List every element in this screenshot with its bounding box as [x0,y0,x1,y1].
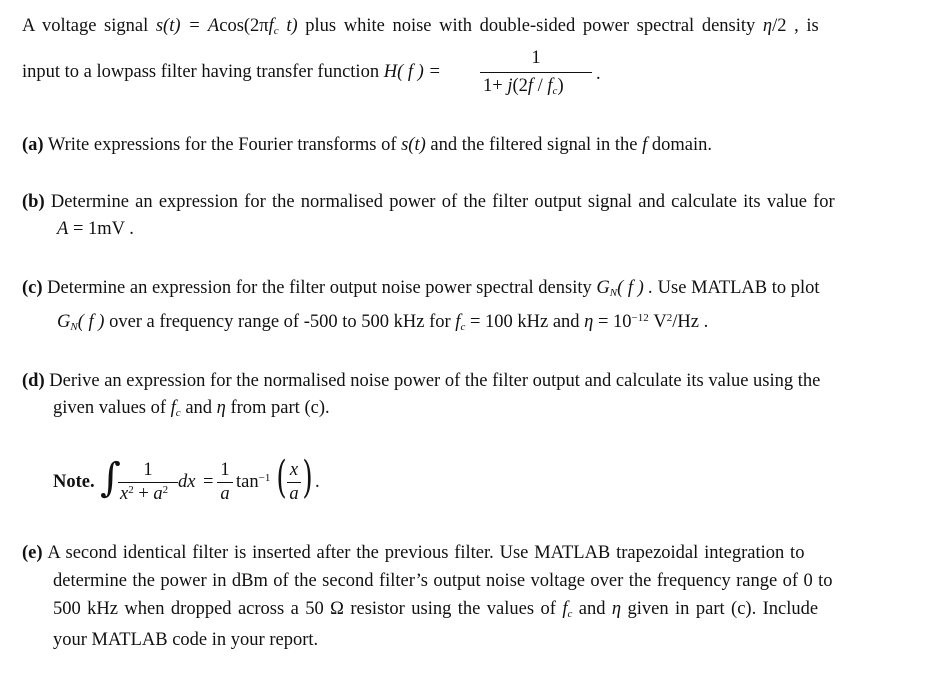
math-s-of-t: s(t) = A [155,16,220,36]
math-tan [236,472,270,493]
intro-line-1 [22,16,819,37]
math-eta: η [611,599,622,619]
math-eta: η [216,398,226,418]
text: plus white noise with double-sided power spectral density [297,16,763,36]
integral-sign: ∫ [100,455,121,501]
integrand-numerator: 1 [143,460,153,480]
transfer-fraction-numerator: 1 [531,48,541,68]
part-b-line-2 [57,219,134,240]
math-x: x [120,484,129,504]
fraction-bar [118,482,178,483]
part-c-label: (c) [22,278,43,298]
text: = 100 kHz and [465,312,585,332]
part-e-label: (e) [22,543,43,563]
math-G: G [57,312,71,332]
math-f: f [170,398,176,418]
den-f: f [527,76,534,96]
part-e-line-4: your MATLAB code in your report. [53,630,319,650]
note-label-text: Note. [53,472,95,492]
part-d-line-2 [53,398,330,419]
den-j: j [507,76,513,96]
coeff-numerator: 1 [220,460,230,480]
math-exponent: −1 [258,472,271,484]
text: A voltage signal [22,16,156,36]
text: Determine an expression for the filter output noise power spectral density [42,278,597,298]
math-exponent: 2 [128,484,134,496]
text: Write expressions for the Fourier transforms of [43,135,402,155]
den-close: ) [557,76,564,96]
tan-text: tan [236,472,259,492]
math-sub-c: c [460,321,466,333]
intro-period: . [596,64,601,84]
math-sub-c: c [567,608,573,620]
den-part: (2 [512,76,528,96]
math-s-of-t: s(t) [401,135,426,155]
math-sub-c: c [273,25,279,37]
transfer-fraction-denominator [483,76,564,97]
part-d-label: (d) [22,371,45,391]
math-exponent: 2 [666,312,673,324]
math-sub-N: N [609,287,618,299]
math-sub-c: c [175,407,181,419]
text: domain. [647,135,712,155]
den-part: 1+ [483,76,508,96]
math-plus: + [133,484,154,504]
arg-denominator: a [289,484,299,504]
part-c-line-1 [22,278,820,299]
math-cos: cos(2π [219,16,269,36]
text: and [180,398,217,418]
den-fc: f [547,76,553,96]
part-e-line-1 [22,543,804,564]
text: A second identical filter is inserted after the previous filter. Use MATLAB trapezoidal integration to [42,543,805,563]
text: Derive an expression for the normalised noise power of the filter output and calculate its value using the [44,371,821,391]
part-b-line-1 [22,192,835,213]
part-d-line-1 [22,371,820,392]
text: over a frequency range of -500 to 500 kHz for [104,312,456,332]
math-f: f [455,312,461,332]
arg-numerator: x [289,460,299,480]
text: from part (c). [225,398,330,418]
math-t: t) [278,16,298,36]
math-dx: dx [178,472,196,492]
coeff-denominator: a [220,484,230,504]
part-c-line-2 [57,312,708,333]
text: /2 , is [772,16,819,36]
integrand-denominator [120,484,168,505]
math-f: f [562,599,568,619]
math-f: f [268,16,274,36]
text: = 1mV . [68,219,134,239]
part-a-label: (a) [22,135,44,155]
left-paren: ( [276,452,287,503]
math-a: a [153,484,163,504]
text: given values of [53,398,171,418]
part-b-label: (b) [22,192,45,212]
text: Determine an expression for the normalised power of the filter output signal and calculate its value for [44,192,835,212]
math-A: A [57,219,69,239]
right-paren: ) [302,452,313,503]
text: and [572,599,612,619]
fraction-bar [287,482,301,483]
fraction-bar [217,482,233,483]
math-sub-N: N [70,321,78,333]
math-equals: = [203,472,214,492]
math-exponent: 2 [162,484,169,496]
math-G: G [596,278,610,298]
den-sub-c: c [552,85,558,97]
text: 500 kHz when dropped across a 50 Ω resistor using the values of [53,599,563,619]
part-e-line-2: determine the power in dBm of the second filter’s output noise voltage over the frequency range of 0 to [53,571,833,591]
text: Use MATLAB to plot [653,278,820,298]
intro-line-2 [22,62,441,83]
den-slash: / [533,76,548,96]
text: = 10 [593,312,632,332]
text: input to a lowpass filter having transfer function [22,62,384,82]
math-exponent: −12 [631,312,649,324]
text: V [648,312,667,332]
note-period: . [315,472,320,492]
math-eta: η [584,312,594,332]
math-f: f [642,135,648,155]
text: /Hz . [672,312,709,332]
fraction-bar [480,72,592,73]
math-eta: η [762,16,773,36]
math-of-f: ( f ) . [617,278,654,298]
note-label [53,472,95,493]
math-H-of-f: H( f ) = [383,62,441,82]
text: given in part (c). Include [621,599,819,619]
text: and the filtered signal in the [425,135,643,155]
part-e-line-3 [53,599,818,620]
math-of-f: ( f ) [77,312,105,332]
part-a [22,135,712,156]
